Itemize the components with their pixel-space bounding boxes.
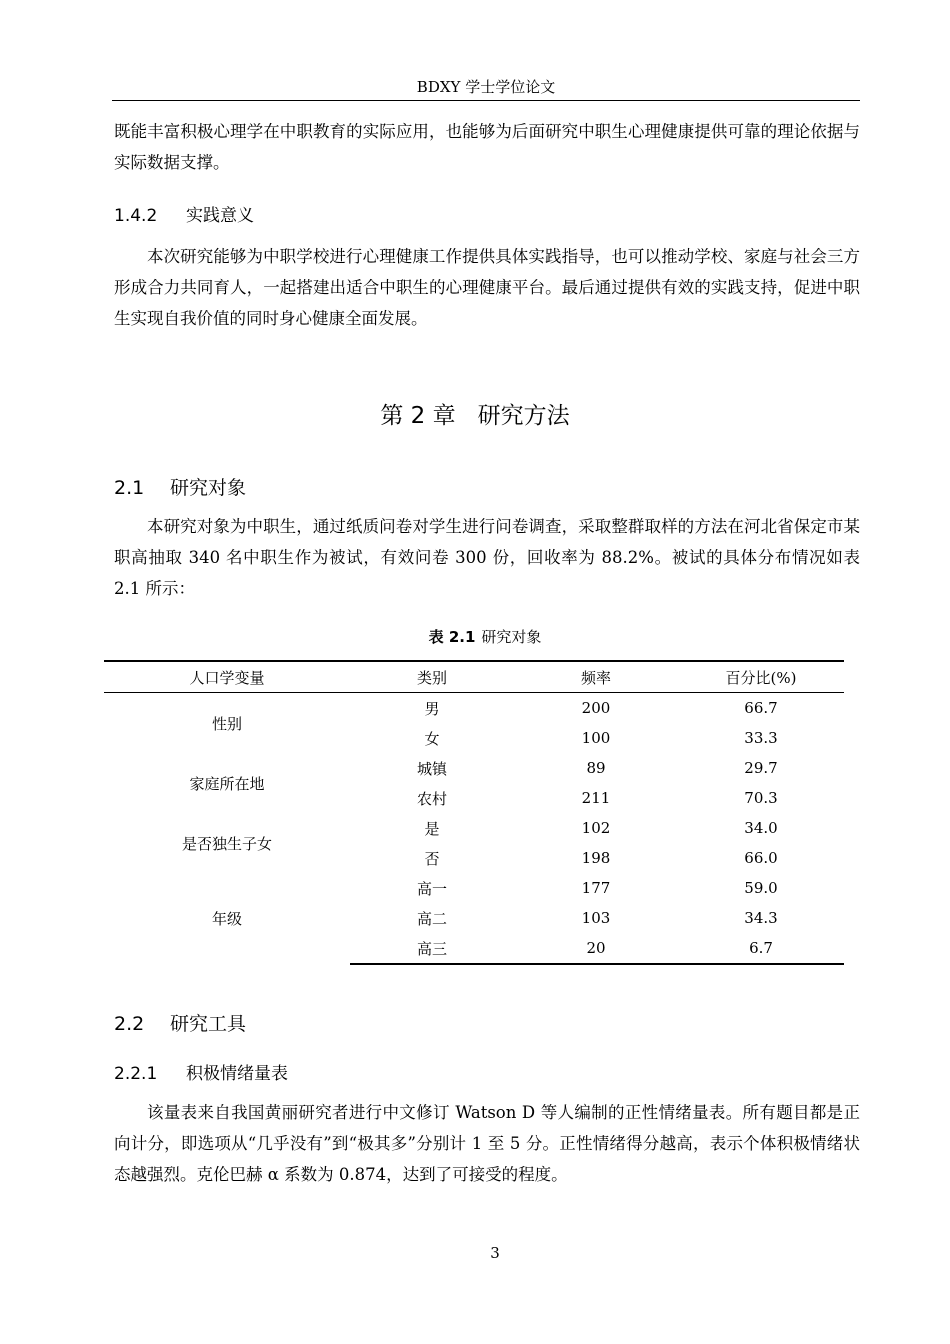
group-label: 是否独生子女 [181,834,272,853]
table-number: 表 2.1 [428,628,476,646]
category-cell: 是 [424,819,440,838]
section-title: 研究对象 [170,477,247,499]
frequency-cell: 20 [514,933,678,964]
percent-cell: 66.0 [744,849,778,867]
category-cell: 高三 [350,933,514,964]
frequency-cell: 177 [581,879,611,897]
section-1-4-2-heading [114,201,254,226]
percent-cell: 29.7 [744,759,778,777]
section-2-2-1-heading [114,1059,288,1084]
group-label: 年级 [211,910,242,928]
frequency-cell: 89 [586,759,606,777]
section-number: 2.1 [114,477,145,499]
section-number: 2.2.1 [114,1064,158,1084]
percent-cell: 34.0 [744,819,778,837]
table-header-row [104,661,844,693]
section-title: 积极情绪量表 [186,1064,288,1084]
chapter-number: 第 2 章 [380,403,456,429]
col-header-variable: 人口学变量 [104,661,350,693]
section-title: 实践意义 [186,206,254,226]
percent-cell: 34.3 [744,909,778,927]
category-cell: 否 [424,849,440,868]
percent-cell: 66.7 [744,699,778,717]
chapter-title: 研究方法 [477,403,570,429]
category-cell: 城镇 [416,759,447,778]
category-cell: 高二 [416,909,447,928]
paragraph-4: 该量表来自我国黄丽研究者进行中文修订 Watson D 等人编制的正性情绪量表。所有题目都是正向计分，即选项从“几乎没有”到“极其多”分别计 1 至 5 分。正性情绪得分越高，表示个体积极情绪状态越强烈。克伦巴赫 α 系数为 0.874，达到了可接受的程度。 [114,1103,860,1184]
group-label: 家庭所在地 [189,774,265,793]
frequency-cell: 100 [581,729,611,747]
frequency-cell: 102 [581,819,611,837]
paragraph-1: 既能丰富积极心理学在中职教育的实际应用，也能够为后面研究中职生心理健康提供可靠的理论依据与实际数据支撑。 [114,122,860,172]
running-header: BDXY 学士学位论文 [112,74,860,101]
col-header-frequency: 频率 [514,661,678,693]
frequency-cell: 200 [581,699,611,717]
col-header-category: 类别 [350,661,514,693]
table-row [104,813,844,843]
frequency-cell: 211 [581,789,611,807]
page-number: 3 [490,1244,500,1262]
paragraph-3: 本研究对象为中职生，通过纸质问卷对学生进行问卷调查，采取整群取样的方法在河北省保定市某职高抽取 340 名中职生作为被试，有效问卷 300 份，回收率为 88.2%。被试的具体分布情况如表 2.1 所示： [114,517,860,598]
chapter-heading [0,397,950,430]
category-cell: 男 [424,699,440,718]
section-2-1-heading [114,473,246,500]
section-number: 2.2 [114,1013,145,1035]
section-2-2-heading [114,1009,246,1036]
table-row [104,753,844,783]
percent-cell: 59.0 [744,879,778,897]
frequency-cell: 103 [581,909,611,927]
percent-cell: 33.3 [744,729,778,747]
frequency-cell: 198 [581,849,611,867]
paragraph-2: 本次研究能够为中职学校进行心理健康工作提供具体实践指导，也可以推动学校、家庭与社会三方形成合力共同育人，一起搭建出适合中职生的心理健康平台。最后通过提供有效的实践支持，促进中职生实现自我价值的同时身心健康全面发展。 [114,247,860,328]
section-title: 研究工具 [170,1013,247,1035]
table-caption [0,626,950,647]
table-title: 研究对象 [481,628,542,646]
percent-cell: 6.7 [678,933,844,964]
category-cell: 农村 [416,789,447,808]
table-row [104,873,844,903]
table-row [104,693,844,724]
section-number: 1.4.2 [114,206,158,226]
research-subjects-table [104,660,844,965]
col-header-percent: 百分比(%) [678,661,844,693]
group-label: 性别 [211,714,242,733]
category-cell: 女 [424,729,440,748]
category-cell: 高一 [416,879,447,898]
percent-cell: 70.3 [744,789,778,807]
